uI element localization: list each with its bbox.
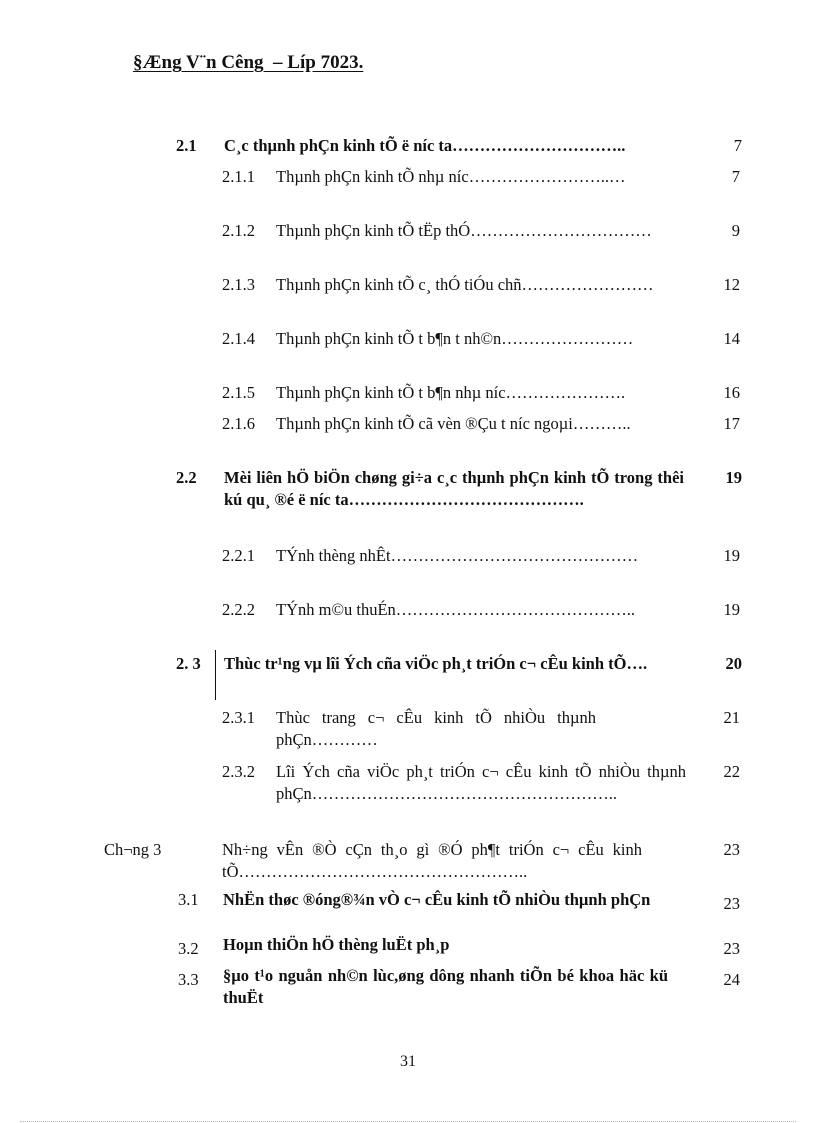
toc-entry-number: Ch¬ng 3 [104,840,162,859]
toc-entry-title: C¸c thµnh phÇn kinh tÕ ë níc ta………………………….. [224,136,626,155]
toc-entry-number: 2.1.1 [222,167,255,186]
toc-entry-number: 2.3.2 [222,762,255,781]
toc-entry-page: 17 [723,414,740,433]
toc-entry-number: 2.1 [176,136,197,155]
toc-entry-title: Thµnh phÇn kinh tÕ c¸ thÓ tiÓu chñ…………………… [276,275,654,294]
toc-entry-title: Thùc trang c¬ cÊu kinh tÕ nhiÒu thµnh phÇn………… [276,708,596,749]
toc-entry-page: 24 [723,970,740,989]
toc-entry-title: Thµnh phÇn kinh tÕ nhµ níc……………………..… [276,167,626,186]
toc-entry-page: 23 [723,840,740,859]
toc-entry-number: 2.2.2 [222,600,255,619]
toc-entry-title: Thµnh phÇn kinh tÕ t b¶n nhµ níc…………………. [276,383,626,402]
toc-entry-number: 3.3 [178,970,199,989]
toc-entry-title: Hoµn thiÖn hÖ thèng luËt ph¸p [223,935,450,954]
toc-entry-title: Lîi Ých cña viÖc ph¸t triÓn c¬ cÊu kinh tÕ nhiÒu thµnh phÇn……………………………………………….. [276,762,686,803]
document-header: §Æng V¨n Cêng – Líp 7023. [133,52,364,73]
toc-entry-number: 2.2 [176,468,197,487]
toc-entry-page: 23 [723,939,740,958]
toc-entry-title: Thµnh phÇn kinh tÕ cã vèn ®Çu t níc ngoµi……….. [276,414,631,433]
page-bottom-divider [20,1121,796,1122]
toc-entry-number: 2.1.3 [222,275,255,294]
toc-entry-number: 2.1.6 [222,414,255,433]
toc-entry-number: 2.1.4 [222,329,255,348]
toc-entry-title: TÝnh m©u thuÉn…………………………………….. [276,600,636,619]
toc-entry-title: TÝnh thèng nhÊt……………………………………… [276,546,639,565]
toc-entry-number: 2.3.1 [222,708,255,727]
section-marker-bar [215,650,216,700]
toc-entry-title: Thµnh phÇn kinh tÕ t b¶n t nh©n…………………… [276,329,634,348]
toc-entry-number: 3.1 [178,890,199,909]
toc-entry-page: 21 [723,708,740,727]
toc-entry-title: Nh÷ng vÊn ®Ò cÇn th¸o gì ®Ó ph¶t triÓn c¬ cÊu kinh tÕ…………………………………………….. [222,840,642,881]
toc-entry-title: Thùc tr¹ng vµ lîi Ých cña viÖc ph¸t triÓn c¬ cÊu kinh tÕ…. [224,654,648,673]
toc-entry-page: 16 [723,383,740,402]
toc-entry-number: 3.2 [178,939,199,958]
toc-entry-page: 7 [731,167,740,186]
toc-entry-page: 7 [733,136,742,155]
toc-entry-page: 9 [731,221,740,240]
toc-entry-title: Mèi liên hÖ biÖn chøng gi÷a c¸c thµnh phÇn kinh tÕ trong thêi kú qu¸ ®é ë níc ta……………………………………. [224,468,684,509]
toc-entry-title: Thµnh phÇn kinh tÕ tËp thÓ…………………………… [276,221,652,240]
toc-entry-number: 2.2.1 [222,546,255,565]
toc-entry-page: 19 [723,546,740,565]
toc-entry-number: 2. 3 [176,654,201,673]
toc-entry-page: 19 [723,600,740,619]
toc-entry-page: 14 [723,329,740,348]
toc-entry-page: 19 [725,468,742,487]
toc-entry-number: 2.1.2 [222,221,255,240]
toc-entry-title: §µo t¹o nguån nh©n lùc,øng dông nhanh tiÕn bé khoa häc kü thuËt [223,966,668,1007]
toc-entry-number: 2.1.5 [222,383,255,402]
page-number: 31 [400,1053,416,1070]
toc-entry-page: 22 [723,762,740,781]
toc-entry-page: 23 [723,894,740,913]
toc-entry-page: 12 [723,275,740,294]
toc-entry-page: 20 [725,654,742,673]
toc-entry-title: NhËn thøc ®óng®¾n vÒ c¬ cÊu kinh tÕ nhiÒu thµnh phÇn [223,890,651,909]
